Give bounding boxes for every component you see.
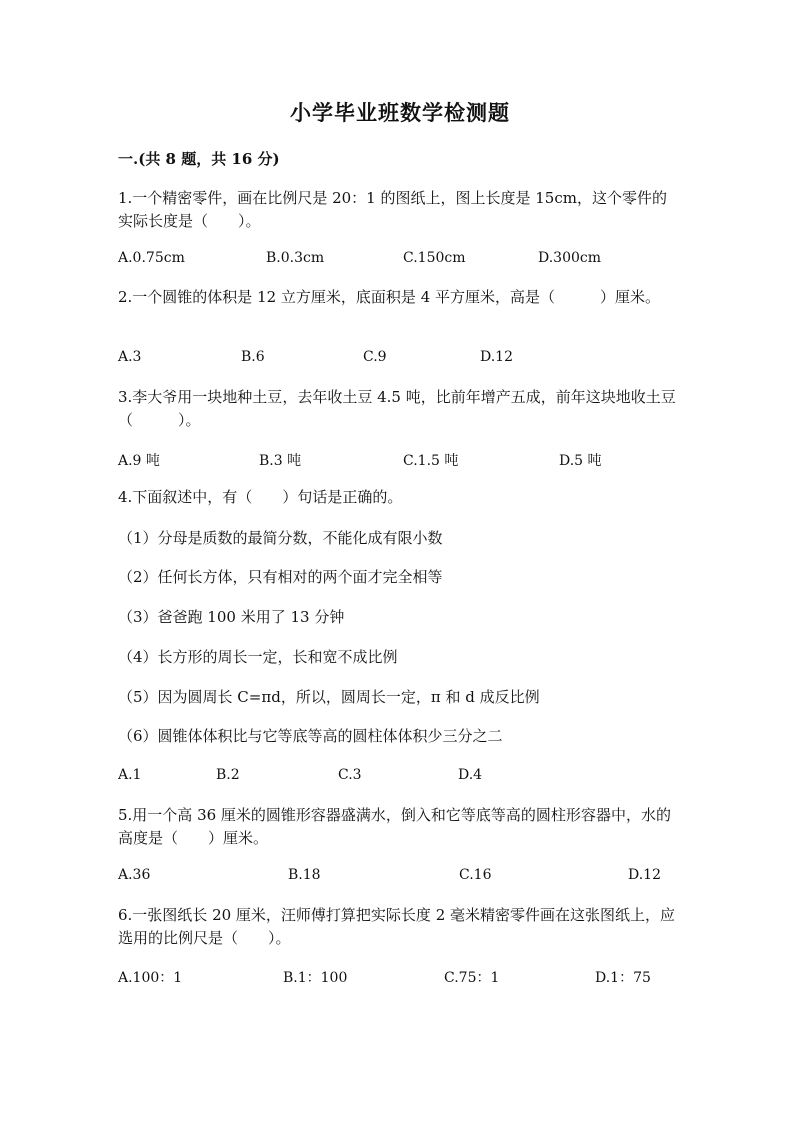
option-d[interactable]: D.5 吨 (559, 453, 602, 469)
option-c[interactable]: C.1.5 吨 (403, 453, 459, 469)
option-a[interactable]: A.1 (118, 767, 142, 783)
option-b[interactable]: B.6 (241, 349, 265, 365)
option-a[interactable]: A.100：1 (118, 970, 183, 986)
option-b[interactable]: B.2 (216, 767, 240, 783)
question-5-options (118, 867, 678, 889)
statement-6: （6）圆锥体体积比与它等底等高的圆柱体体积少三分之二 (118, 727, 503, 745)
option-a[interactable]: A.36 (118, 867, 151, 883)
option-b[interactable]: B.1：100 (283, 970, 348, 986)
option-c[interactable]: C.150cm (403, 250, 466, 266)
option-c[interactable]: C.75：1 (444, 970, 500, 986)
option-c[interactable]: C.9 (363, 349, 387, 365)
statement-1: （1）分母是质数的最简分数，不能化成有限小数 (118, 529, 443, 547)
question-1-text: 1.一个精密零件，画在比例尺是 20：1 的图纸上，图上长度是 15cm，这个零件的实际长度是（ ）。 (118, 189, 667, 230)
option-a[interactable]: A.3 (118, 349, 142, 365)
option-b[interactable]: B.3 吨 (259, 453, 302, 469)
option-d[interactable]: D.4 (458, 767, 483, 783)
option-c[interactable]: C.16 (459, 867, 492, 883)
question-6-options (118, 967, 678, 989)
option-d[interactable]: D.1：75 (595, 970, 651, 986)
option-a[interactable]: A.0.75cm (118, 250, 185, 266)
option-d[interactable]: D.300cm (538, 250, 602, 266)
page-title: 小学毕业班数学检测题 (290, 100, 510, 125)
option-d[interactable]: D.12 (628, 867, 661, 883)
section-heading: 一.(共 8 题，共 16 分) (118, 150, 280, 168)
question-3-text: 3.李大爷用一块地种土豆，去年收土豆 4.5 吨，比前年增产五成，前年这块地收土豆（ ）。 (118, 388, 676, 429)
option-a[interactable]: A.9 吨 (118, 453, 160, 469)
statement-2: （2）任何长方体，只有相对的两个面才完全相等 (118, 568, 443, 586)
question-3-options (118, 450, 678, 472)
question-2-options (118, 349, 678, 371)
statement-3: （3）爸爸跑 100 米用了 13 分钟 (118, 608, 345, 626)
question-6-text: 6.一张图纸长 20 厘米，汪师傅打算把实际长度 2 毫米精密零件画在这张图纸上，应选用的比例尺是（ ）。 (118, 906, 676, 947)
question-2-text: 2.一个圆锥的体积是 12 立方厘米，底面积是 4 平方厘米，高是（ ）厘米。 (118, 288, 661, 306)
question-4-text: 4.下面叙述中，有（ ）句话是正确的。 (118, 488, 403, 506)
question-4-options (118, 767, 678, 789)
option-d[interactable]: D.12 (480, 349, 513, 365)
statement-5: （5）因为圆周长 C=πd，所以，圆周长一定，π 和 d 成反比例 (118, 688, 540, 706)
option-c[interactable]: C.3 (338, 767, 362, 783)
option-b[interactable]: B.0.3cm (266, 250, 325, 266)
question-1-options (118, 250, 678, 272)
statement-4: （4）长方形的周长一定，长和宽不成比例 (118, 648, 398, 666)
option-b[interactable]: B.18 (288, 867, 321, 883)
question-5-text: 5.用一个高 36 厘米的圆锥形容器盛满水，倒入和它等底等高的圆柱形容器中，水的高度是（ ）厘米。 (118, 806, 671, 847)
